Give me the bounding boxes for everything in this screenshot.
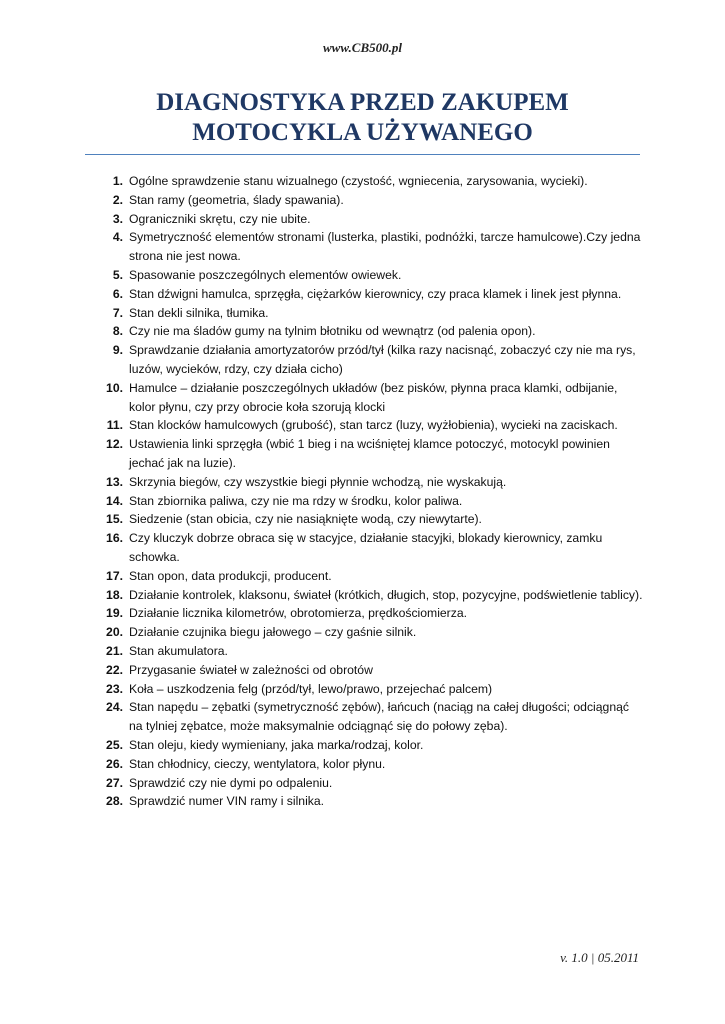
checklist-item	[85, 191, 645, 210]
checklist-item	[85, 755, 645, 774]
checklist-item	[85, 529, 645, 567]
item-number: 28.	[106, 794, 123, 809]
item-text: Stan oleju, kiedy wymieniany, jaka marka/rodzaj, kolor.	[129, 737, 424, 752]
item-number: 10.	[106, 380, 123, 395]
item-text: Czy nie ma śladów gumy na tylnim błotniku od wewnątrz (od palenia opon).	[129, 324, 536, 339]
item-number: 21.	[106, 643, 123, 658]
item-text: Symetryczność elementów stronami (lusterka, plastiki, podnóżki, tarcze hamulcowe).Czy jedna strona nie jest nowa.	[129, 230, 641, 264]
item-text: Stan klocków hamulcowych (grubość), stan tarcz (luzy, wyżłobienia), wycieki na zaciskach.	[129, 418, 618, 433]
item-text: Stan zbiornika paliwa, czy nie ma rdzy w środku, kolor paliwa.	[129, 493, 463, 508]
checklist-item	[85, 492, 645, 511]
checklist-item	[85, 623, 645, 642]
item-number: 7.	[112, 305, 123, 320]
checklist-item	[85, 435, 645, 473]
checklist-item	[85, 661, 645, 680]
item-number: 17.	[106, 568, 123, 583]
version-footer: v. 1.0 | 05.2011	[560, 950, 639, 965]
checklist-item	[85, 416, 645, 435]
item-number: 4.	[112, 230, 123, 245]
checklist-item	[85, 567, 645, 586]
checklist-item	[85, 642, 645, 661]
checklist-item	[85, 228, 645, 266]
checklist-item	[85, 604, 645, 623]
item-text: Spasowanie poszczególnych elementów owiewek.	[129, 267, 402, 282]
item-text: Przygasanie świateł w zależności od obrotów	[129, 662, 373, 677]
checklist-item	[85, 266, 645, 285]
item-text: Stan akumulatora.	[129, 643, 228, 658]
checklist-item	[85, 736, 645, 755]
item-number: 19.	[106, 606, 123, 621]
checklist-item	[85, 210, 645, 229]
item-number: 6.	[112, 286, 123, 301]
checklist	[85, 172, 645, 811]
checklist-item	[85, 586, 645, 605]
page-title	[60, 88, 665, 148]
item-text: Działanie licznika kilometrów, obrotomierza, prędkościomierza.	[129, 606, 467, 621]
item-number: 5.	[112, 267, 123, 282]
item-number: 2.	[112, 192, 123, 207]
item-number: 22.	[106, 662, 123, 677]
item-number: 25.	[106, 737, 123, 752]
item-number: 27.	[106, 775, 123, 790]
title-line-2: MOTOCYKLA UŻYWANEGO	[192, 119, 533, 146]
item-number: 14.	[106, 493, 123, 508]
item-text: Koła – uszkodzenia felg (przód/tył, lewo/prawo, przejechać palcem)	[129, 681, 493, 696]
item-number: 16.	[106, 531, 123, 546]
item-text: Sprawdzanie działania amortyzatorów przód/tył (kilka razy nacisnąć, zobaczyć czy nie ma rys, luzów, wycieków, rdzy, czy działa cicho)	[129, 343, 636, 376]
item-number: 23.	[106, 681, 123, 696]
item-text: Stan dźwigni hamulca, sprzęgła, ciężarków kierownicy, czy praca klamek i linek jest płynna.	[129, 286, 622, 301]
item-text: Sprawdzić czy nie dymi po odpaleniu.	[129, 775, 333, 790]
item-text: Stan dekli silnika, tłumika.	[129, 305, 269, 320]
checklist-item	[85, 680, 645, 699]
title-line-1: DIAGNOSTYKA PRZED ZAKUPEM	[156, 89, 569, 116]
item-number: 24.	[106, 700, 123, 715]
item-number: 11.	[106, 418, 123, 433]
item-number: 20.	[106, 625, 123, 640]
item-text: Siedzenie (stan obicia, czy nie nasiąknięte wodą, czy niewytarte).	[129, 512, 482, 527]
item-text: Stan napędu – zębatki (symetryczność zębów), łańcuch (naciąg na całej długości; odciągnąć na tylniej zębatce, może maksymalnie odciągnąć się do połowy zęba).	[129, 700, 629, 734]
item-text: Działanie kontrolek, klaksonu, świateł (krótkich, długich, stop, pozycyjne, podświetlenie tablicy).	[129, 587, 643, 602]
item-text: Ustawienia linki sprzęgła (wbić 1 bieg i na wciśniętej klamce potoczyć, motocykl powinien jechać jak na luzie).	[129, 437, 610, 470]
header-url: www.CB500.pl	[323, 40, 402, 55]
item-number: 26.	[106, 756, 123, 771]
item-number: 18.	[106, 587, 123, 602]
checklist-item	[85, 322, 645, 341]
item-number: 1.	[112, 174, 123, 188]
item-text: Stan chłodnicy, cieczy, wentylatora, kolor płynu.	[129, 756, 386, 771]
item-text: Stan ramy (geometria, ślady spawania).	[129, 192, 344, 207]
item-text: Stan opon, data produkcji, producent.	[129, 568, 332, 583]
item-number: 13.	[106, 474, 123, 489]
item-text: Skrzynia biegów, czy wszystkie biegi płynnie wchodzą, nie wyskakują.	[129, 474, 507, 489]
item-text: Sprawdzić numer VIN ramy i silnika.	[129, 794, 325, 809]
title-divider	[85, 154, 640, 155]
item-text: Hamulce – działanie poszczególnych układów (bez pisków, płynna praca klamki, odbijanie, kolor płynu, czy przy obrocie koła szorują klocki	[129, 380, 618, 414]
checklist-item	[85, 774, 645, 793]
checklist-item	[85, 698, 645, 736]
item-number: 8.	[112, 324, 123, 339]
checklist-item	[85, 172, 645, 191]
checklist-item	[85, 304, 645, 323]
item-text: Ograniczniki skrętu, czy nie ubite.	[129, 211, 311, 226]
checklist-item	[85, 341, 645, 379]
checklist-item	[85, 285, 645, 304]
item-number: 12.	[106, 437, 123, 452]
checklist-item	[85, 510, 645, 529]
checklist-item	[85, 792, 645, 811]
item-text: Czy kluczyk dobrze obraca się w stacyjce, działanie stacyjki, blokady kierownicy, zamku schowka.	[129, 531, 603, 564]
item-number: 3.	[112, 211, 123, 226]
item-text: Ogólne sprawdzenie stanu wizualnego (czystość, wgniecenia, zarysowania, wycieki).	[129, 174, 588, 188]
item-number: 15.	[106, 512, 123, 527]
item-number: 9.	[112, 343, 123, 358]
item-text: Działanie czujnika biegu jałowego – czy gaśnie silnik.	[129, 625, 417, 640]
checklist-item	[85, 379, 645, 417]
checklist-item	[85, 473, 645, 492]
